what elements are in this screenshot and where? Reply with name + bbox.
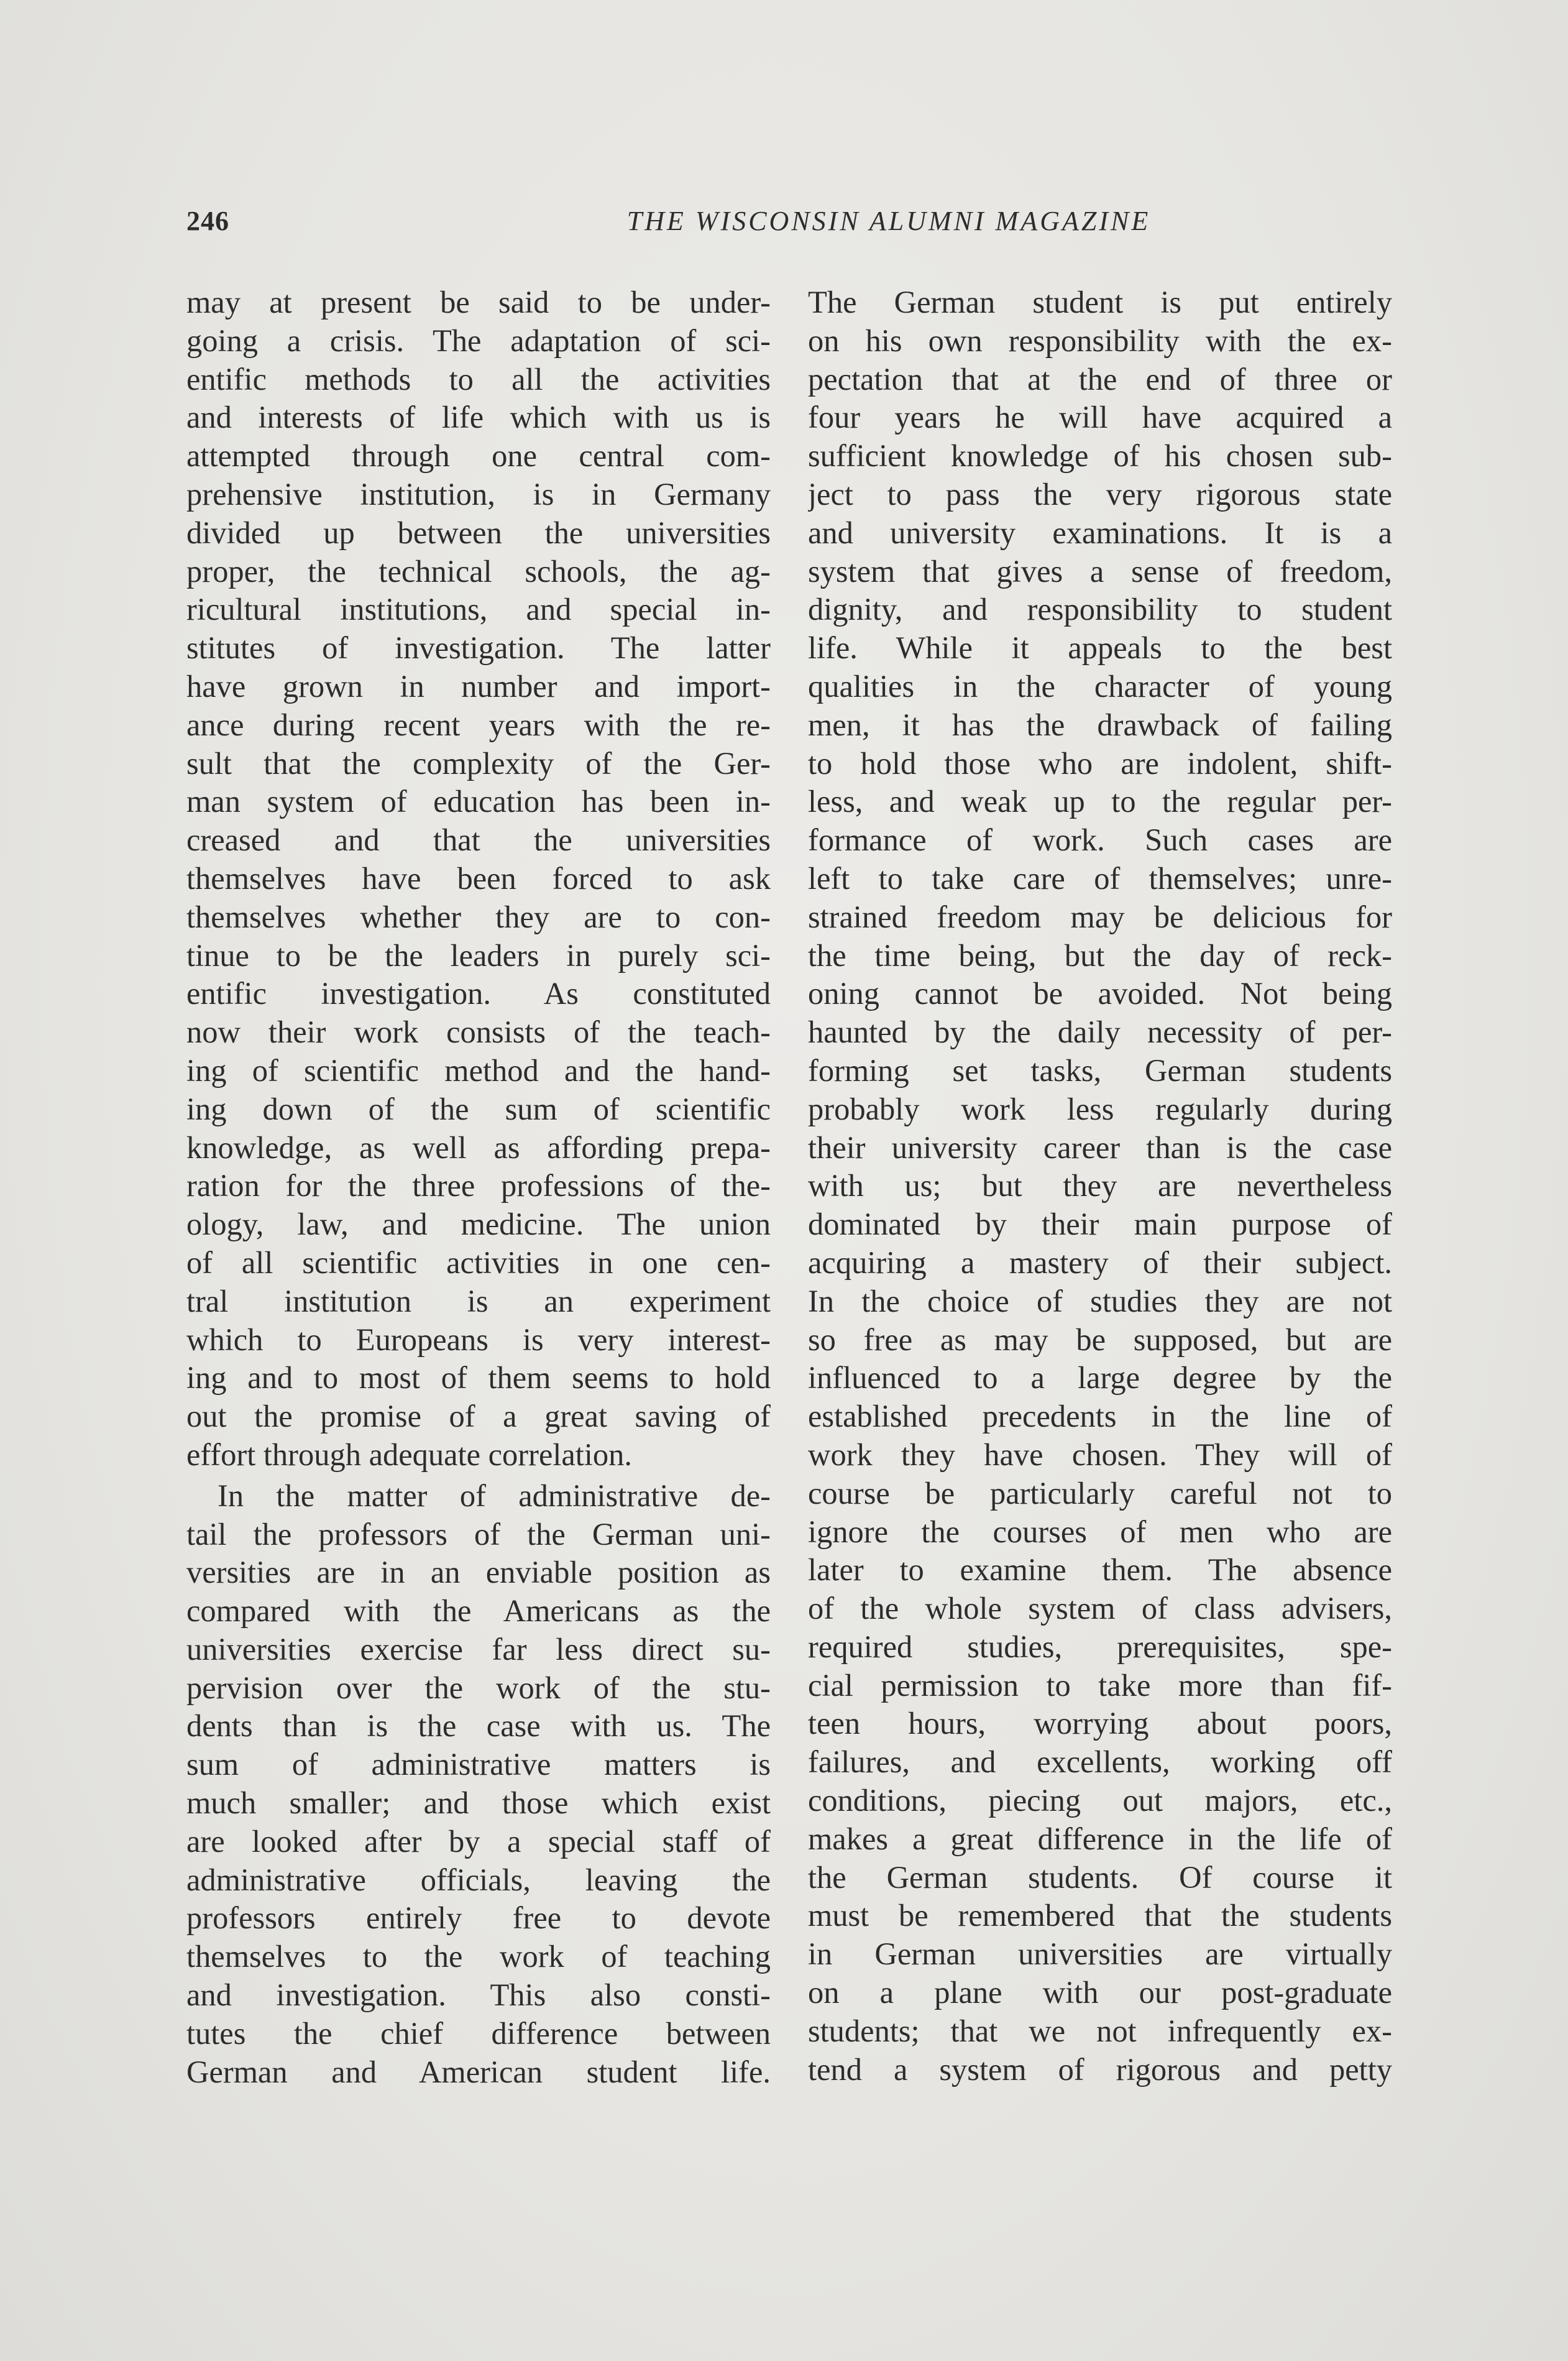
text-line: with us; but they are nevertheless xyxy=(808,1168,1392,1204)
text-line: sufficient knowledge of his chosen sub- xyxy=(808,438,1392,474)
text-line: ration for the three professions of the- xyxy=(186,1168,771,1204)
text-line: system that gives a sense of freedom, xyxy=(808,553,1392,589)
text-line: four years he will have acquired a xyxy=(808,400,1392,435)
text-line: out the promise of a great saving of xyxy=(186,1399,771,1434)
text-line: German and American student life. xyxy=(186,2054,771,2089)
text-line: prehensive institution, is in Germany xyxy=(186,476,771,512)
text-line: effort through adequate correlation. xyxy=(186,1437,632,1472)
text-line: themselves to the work of teaching xyxy=(186,1939,771,1974)
left-column xyxy=(186,283,771,2091)
text-line: haunted by the daily necessity of per- xyxy=(808,1015,1392,1050)
text-line: oning cannot be avoided. Not being xyxy=(808,976,1392,1011)
text-line: tail the professors of the German uni- xyxy=(186,1516,771,1552)
right-column xyxy=(808,283,1392,2089)
text-line: men, it has the drawback of failing xyxy=(808,707,1392,742)
text-line: to hold those who are indolent, shift- xyxy=(808,745,1392,781)
text-line: left to take care of themselves; unre- xyxy=(808,860,1392,896)
text-line: the German students. Of course it xyxy=(808,1859,1392,1895)
text-line: cial permission to take more than fif- xyxy=(808,1667,1392,1703)
text-line: have grown in number and import- xyxy=(186,668,771,704)
text-line: probably work less regularly during xyxy=(808,1091,1392,1126)
text-line: divided up between the universities xyxy=(186,515,771,550)
text-line: less, and weak up to the regular per- xyxy=(808,784,1392,819)
text-line: on a plane with our post-graduate xyxy=(808,1975,1392,2010)
text-line: may at present be said to be under- xyxy=(186,285,771,320)
text-line: strained freedom may be delicious for xyxy=(808,899,1392,934)
text-line: creased and that the universities xyxy=(186,822,771,858)
text-line: themselves have been forced to ask xyxy=(186,860,771,896)
text-line: tinue to be the leaders in purely sci- xyxy=(186,937,771,973)
text-line: proper, the technical schools, the ag- xyxy=(186,553,771,589)
text-line: sum of administrative matters is xyxy=(186,1747,771,1782)
right-paragraph xyxy=(808,283,1392,2089)
text-line: professors entirely free to devote xyxy=(186,1900,771,1936)
text-line: tend a system of rigorous and petty xyxy=(808,2051,1392,2087)
text-line: influenced to a large degree by the xyxy=(808,1360,1392,1396)
text-line: their university career than is the case xyxy=(808,1130,1392,1165)
text-line: ology, law, and medicine. The union xyxy=(186,1207,771,1242)
text-line: of the whole system of class advisers, xyxy=(808,1591,1392,1626)
text-line: In the choice of studies they are not xyxy=(808,1283,1392,1319)
text-line: versities are in an enviable position as xyxy=(186,1555,771,1590)
text-line: which to Europeans is very interest- xyxy=(186,1322,771,1357)
running-title: THE WISCONSIN ALUMNI MAGAZINE xyxy=(626,206,1151,236)
text-line: in German universities are virtually xyxy=(808,1936,1392,1972)
text-line: now their work consists of the teach- xyxy=(186,1015,771,1050)
text-line: dignity, and responsibility to student xyxy=(808,592,1392,627)
text-line: ignore the courses of men who are xyxy=(808,1514,1392,1549)
text-line: ing and to most of them seems to hold xyxy=(186,1360,771,1396)
text-line: on his own responsibility with the ex- xyxy=(808,323,1392,358)
text-line: so free as may be supposed, but are xyxy=(808,1322,1392,1357)
text-line: administrative officials, leaving the xyxy=(186,1862,771,1897)
text-line: ricultural institutions, and special in- xyxy=(186,592,771,627)
text-line: In the matter of administrative de- xyxy=(218,1478,771,1513)
text-line: and university examinations. It is a xyxy=(808,515,1392,550)
text-line: makes a great difference in the life of xyxy=(808,1821,1392,1856)
page-number: 246 xyxy=(186,206,229,236)
text-line: ing down of the sum of scientific xyxy=(186,1091,771,1126)
text-line: tutes the chief difference between xyxy=(186,2015,771,2051)
text-line: ance during recent years with the re- xyxy=(186,707,771,742)
text-line: later to examine them. The absence xyxy=(808,1552,1392,1588)
text-line: formance of work. Such cases are xyxy=(808,822,1392,858)
text-line: life. While it appeals to the best xyxy=(808,630,1392,666)
text-line: required studies, prerequisites, spe- xyxy=(808,1629,1392,1664)
text-line: much smaller; and those which exist xyxy=(186,1785,771,1821)
text-line: stitutes of investigation. The latter xyxy=(186,630,771,666)
text-line: compared with the Americans as the xyxy=(186,1593,771,1629)
left-paragraph-1 xyxy=(186,283,771,1475)
text-line: dominated by their main purpose of xyxy=(808,1207,1392,1242)
text-line: man system of education has been in- xyxy=(186,784,771,819)
text-line: established precedents in the line of xyxy=(808,1399,1392,1434)
left-paragraph-2 xyxy=(186,1477,771,2092)
text-line: attempted through one central com- xyxy=(186,438,771,474)
text-line: entific methods to all the activities xyxy=(186,361,771,397)
text-line: sult that the complexity of the Ger- xyxy=(186,745,771,781)
text-line: knowledge, as well as affording prepa- xyxy=(186,1130,771,1165)
text-line: must be remembered that the students xyxy=(808,1898,1392,1933)
text-line: pectation that at the end of three or xyxy=(808,361,1392,397)
text-line: ject to pass the very rigorous state xyxy=(808,476,1392,512)
text-line: The German student is put entirely xyxy=(808,285,1392,320)
text-line: forming set tasks, German students xyxy=(808,1052,1392,1088)
text-line: the time being, but the day of reck- xyxy=(808,937,1392,973)
text-line: are looked after by a special staff of xyxy=(186,1823,771,1859)
text-line: and investigation. This also consti- xyxy=(186,1977,771,2013)
text-line: of all scientific activities in one cen- xyxy=(186,1245,771,1280)
text-line: going a crisis. The adaptation of sci- xyxy=(186,323,771,358)
text-line: teen hours, worrying about poors, xyxy=(808,1706,1392,1741)
text-line: themselves whether they are to con- xyxy=(186,899,771,934)
text-line: dents than is the case with us. The xyxy=(186,1708,771,1744)
text-line: course be particularly careful not to xyxy=(808,1475,1392,1511)
text-line: ing of scientific method and the hand- xyxy=(186,1052,771,1088)
text-line: acquiring a mastery of their subject. xyxy=(808,1245,1392,1280)
text-line: and interests of life which with us is xyxy=(186,400,771,435)
text-line: work they have chosen. They will of xyxy=(808,1437,1392,1472)
text-line: entific investigation. As constituted xyxy=(186,976,771,1011)
text-line: failures, and excellents, working off xyxy=(808,1744,1392,1780)
text-line: conditions, piecing out majors, etc., xyxy=(808,1783,1392,1818)
text-line: qualities in the character of young xyxy=(808,668,1392,704)
page-header xyxy=(186,205,1392,255)
text-line: tral institution is an experiment xyxy=(186,1283,771,1319)
text-line: universities exercise far less direct su- xyxy=(186,1631,771,1667)
text-line: pervision over the work of the stu- xyxy=(186,1670,771,1705)
text-line: students; that we not infrequently ex- xyxy=(808,2013,1392,2048)
